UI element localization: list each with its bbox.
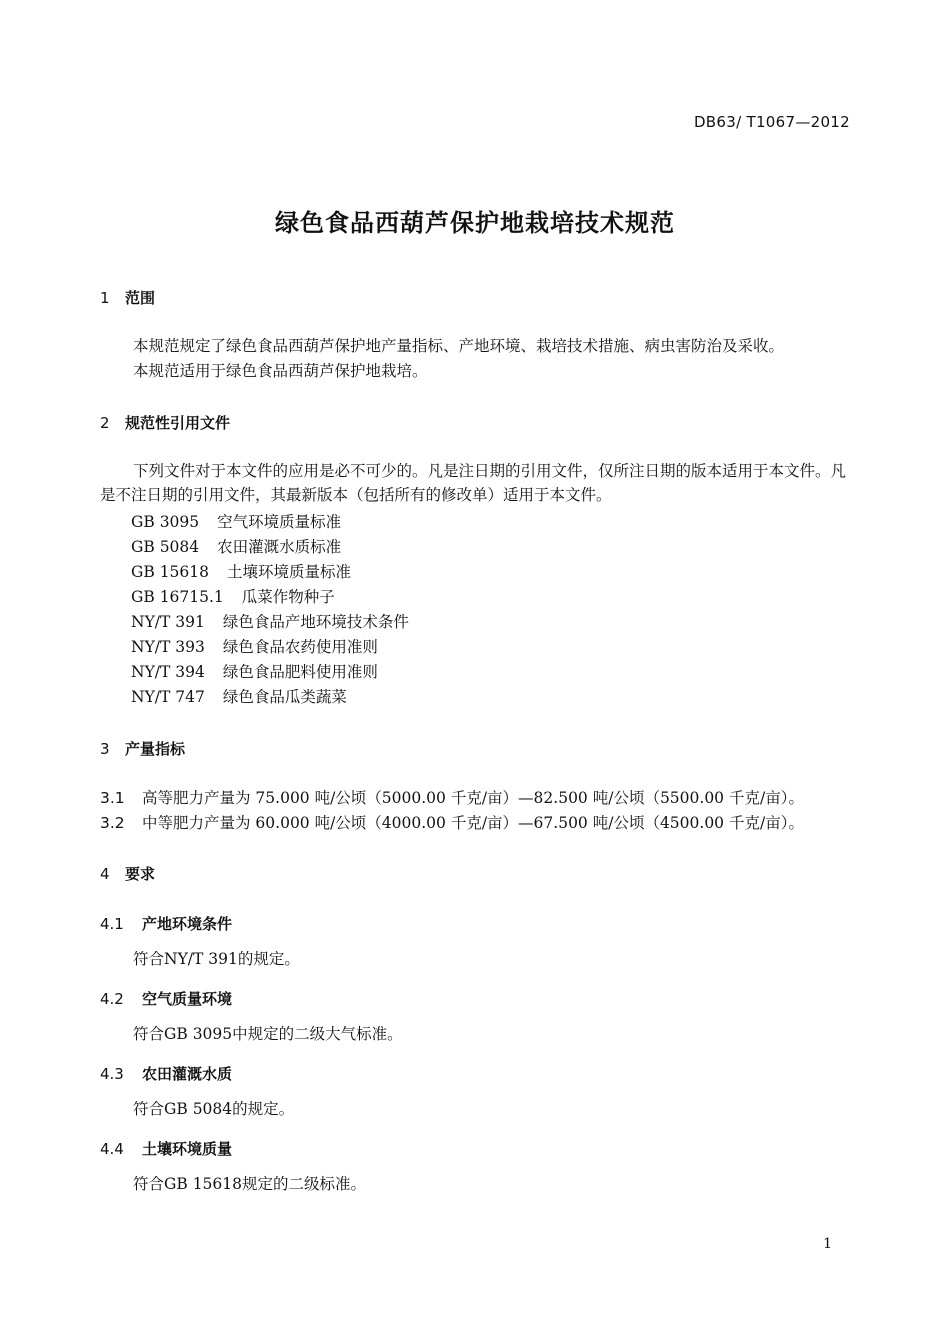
subsection-text: 符合NY/T 391的规定。: [133, 950, 300, 968]
reference-item: [131, 610, 409, 632]
subsection-title: 产地环境条件: [142, 915, 233, 933]
reference-item: [131, 685, 347, 707]
item-text: 中等肥力产量为 60.000 吨/公顷（4000.00 千克/亩）—67.500 吨/公顷（4500.00 千克/亩）。: [142, 814, 804, 832]
reference-name: 农田灌溉水质标准: [217, 538, 342, 556]
reference-name: 绿色食品肥料使用准则: [222, 663, 378, 681]
reference-name: 绿色食品农药使用准则: [222, 638, 378, 656]
subsection-number: 4.4: [100, 1140, 124, 1158]
reference-item: [131, 510, 341, 532]
reference-name: 空气环境质量标准: [217, 513, 342, 531]
reference-name: 瓜菜作物种子: [241, 588, 335, 606]
section-title: 产量指标: [125, 740, 186, 758]
standard-code: DB63/ T1067—2012: [693, 113, 850, 131]
item-number: 3.2: [100, 814, 125, 832]
reference-item: [131, 660, 378, 682]
document-title: 绿色食品西葫芦保护地栽培技术规范: [275, 209, 675, 237]
section-number: 2: [100, 414, 110, 432]
reference-code: GB 16715.1: [131, 588, 224, 606]
section-title: 要求: [125, 865, 156, 883]
section-number: 1: [100, 289, 110, 307]
reference-name: 土壤环境质量标准: [227, 563, 352, 581]
subsection-title: 农田灌溉水质: [142, 1065, 233, 1083]
reference-code: GB 5084: [131, 538, 200, 556]
section-number: 4: [100, 865, 110, 883]
section-4-heading: [100, 863, 155, 884]
subsection-text: 符合GB 5084的规定。: [133, 1100, 295, 1118]
subsection-4-4-heading: [100, 1138, 232, 1159]
section-1-heading: [100, 287, 155, 308]
subsection-4-3-heading: [100, 1063, 232, 1084]
paragraph: 本规范适用于绿色食品西葫芦保护地栽培。: [133, 362, 428, 380]
reference-code: GB 15618: [131, 563, 210, 581]
paragraph: 本规范规定了绿色食品西葫芦保护地产量指标、产地环境、栽培技术措施、病虫害防治及采收。: [133, 337, 785, 355]
page-number: 1: [823, 1236, 832, 1252]
reference-item: [131, 635, 378, 657]
subsection-4-1-heading: [100, 913, 232, 934]
subsection-text: 符合GB 3095中规定的二级大气标准。: [133, 1025, 403, 1043]
reference-name: 绿色食品瓜类蔬菜: [222, 688, 347, 706]
reference-code: NY/T 391: [131, 613, 205, 631]
reference-item: [131, 535, 341, 557]
references-intro: 下列文件对于本文件的应用是必不可少的。凡是注日期的引用文件，仅所注日期的版本适用于本文件。凡是不注日期的引用文件，其最新版本（包括所有的修改单）适用于本文件。: [100, 462, 847, 504]
section-2-heading: [100, 412, 230, 433]
subsection-title: 土壤环境质量: [142, 1140, 233, 1158]
subsection-number: 4.1: [100, 915, 124, 933]
reference-code: GB 3095: [131, 513, 200, 531]
reference-item: [131, 585, 335, 607]
section-number: 3: [100, 740, 110, 758]
reference-code: NY/T 394: [131, 663, 205, 681]
subsection-4-2-heading: [100, 988, 232, 1009]
reference-code: NY/T 393: [131, 638, 205, 656]
yield-item: [100, 786, 804, 808]
section-3-heading: [100, 738, 185, 759]
subsection-number: 4.2: [100, 990, 124, 1008]
reference-name: 绿色食品产地环境技术条件: [222, 613, 409, 631]
item-text: 高等肥力产量为 75.000 吨/公顷（5000.00 千克/亩）—82.500 吨/公顷（5500.00 千克/亩）。: [142, 789, 804, 807]
reference-item: [131, 560, 351, 582]
subsection-title: 空气质量环境: [142, 990, 233, 1008]
subsection-text: 符合GB 15618规定的二级标准。: [133, 1175, 367, 1193]
reference-code: NY/T 747: [131, 688, 205, 706]
subsection-number: 4.3: [100, 1065, 124, 1083]
item-number: 3.1: [100, 789, 125, 807]
section-title: 范围: [125, 289, 156, 307]
section-title: 规范性引用文件: [125, 414, 231, 432]
yield-item: [100, 811, 804, 833]
